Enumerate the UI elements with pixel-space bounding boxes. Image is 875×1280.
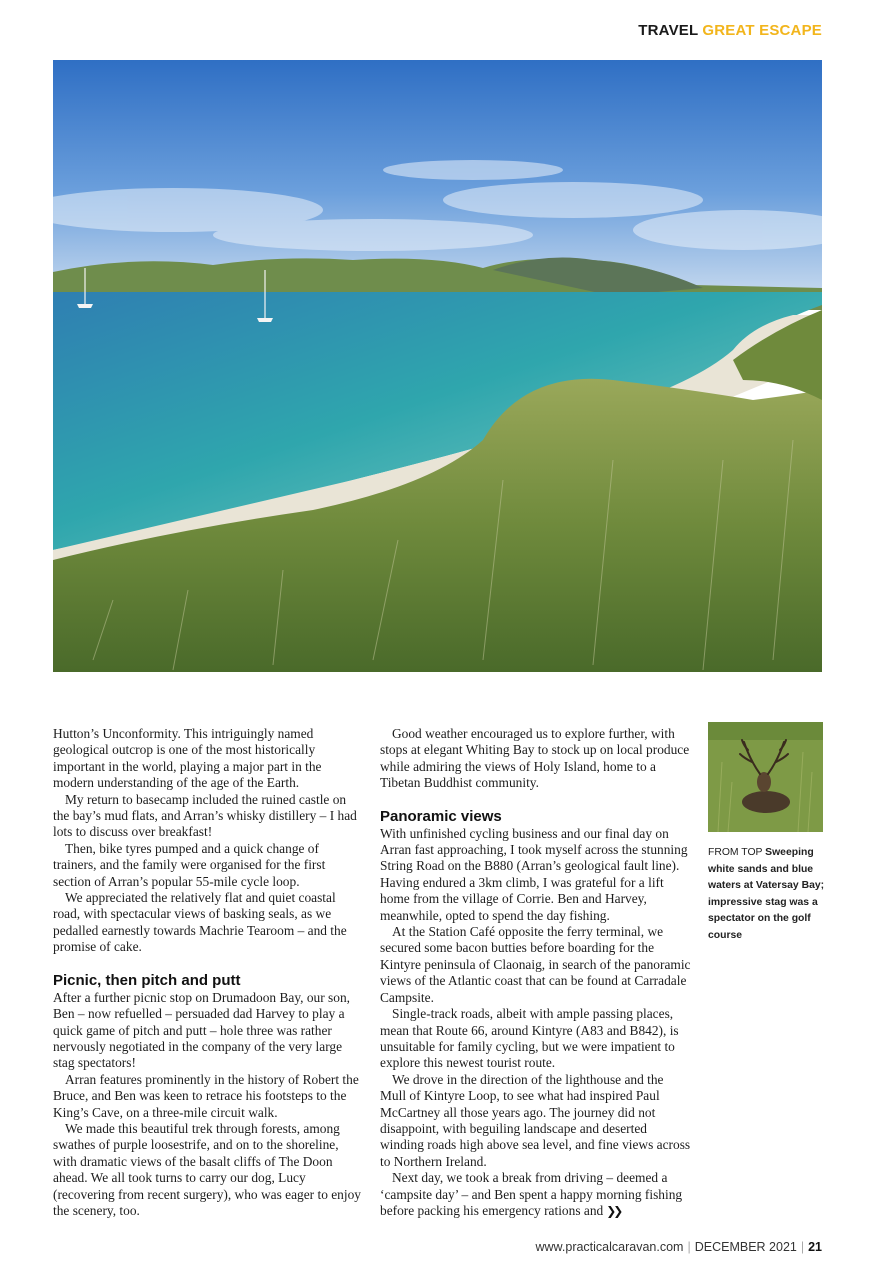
paragraph: We drove in the direction of the lighthouse and the Mull of Kintyre Loop, to see what had inspired Paul McCartney all those years ago. The journey did not disappoint, with beguiling landscape and deserted winding roads high above sea level, and fine views across to Northern Ireland. — [380, 1071, 691, 1169]
footer-issue: DECEMBER 2021 — [694, 1240, 797, 1254]
paragraph: My return to basecamp included the ruined castle on the bay’s mud flats, and Arran’s whisky distillery – I had lots to discuss over breakfast! — [53, 791, 357, 840]
paragraph: Single-track roads, albeit with ample passing places, mean that Route 66, around Kintyre (A83 and B842), is unsuitable for family cycling, but we were impatient to explore this newest tourist route. — [380, 1006, 679, 1071]
paragraph: Arran features prominently in the history of Robert the Bruce, and Ben was keen to retrace his footsteps to the King’s Cave, on a three-mile circuit walk. — [53, 1071, 359, 1120]
text-column-1 — [53, 726, 365, 1219]
continue-arrow-icon: ❯❯ — [606, 1203, 621, 1218]
text-column-2 — [380, 726, 692, 1219]
running-header — [638, 22, 822, 39]
paragraph-last-text: Next day, we took a break from driving – deemed a ‘campsite day’ – and Ben spent a happy morning fishing before packing his emergency rations and — [380, 1170, 683, 1218]
caption-lead: FROM TOP — [708, 847, 763, 858]
section-label: TRAVEL — [638, 22, 699, 39]
section-heading: Panoramic views — [380, 807, 502, 825]
page-number: 21 — [808, 1240, 822, 1254]
footer-url: www.practicalcaravan.com — [535, 1240, 684, 1254]
photo-caption — [708, 845, 828, 945]
hero-photo — [53, 60, 822, 672]
paragraph: We appreciated the relatively flat and quiet coastal road, with spectacular views of basking seals, as we pedalled earnestly towards Machrie Tearoom – and the promise of cake. — [53, 890, 347, 955]
paragraph: We made this beautiful trek through forests, among swathes of purple loosestrife, and on to the shoreline, with dramatic views of the basalt cliffs of The Doon ahead. We all took turns to carry our dog, Lucy (recovering from recent surgery), who was eager to enjoy the scenery, too. — [53, 1120, 361, 1218]
paragraph: Then, bike tyres pumped and a quick change of trainers, and the family were organised for the first section of Arran’s popular 55-mile cycle loop. — [53, 840, 326, 889]
footer-divider: | — [687, 1240, 691, 1254]
page-footer — [536, 1240, 823, 1254]
paragraph: With unfinished cycling business and our final day on Arran fast approaching, I took myself across the stunning String Road on the B880 (Arran’s geological fault line). Having endured a 3km climb, I was grateful for a lift home from the village of Corrie. Ben and Harvey, meanwhile, opted to spend the day fishing. — [380, 825, 688, 923]
paragraph: After a further picnic stop on Drumadoon Bay, our son, Ben – now refuelled – persuaded dad Harvey to play a quick game of pitch and putt – hole three was rather nervously negotiated in the company of the very large stag spectators! — [53, 989, 350, 1071]
paragraph-last — [380, 1170, 692, 1219]
footer-divider: | — [800, 1240, 805, 1254]
subsection-label: GREAT ESCAPE — [702, 22, 822, 39]
section-heading: Picnic, then pitch and putt — [53, 971, 241, 989]
paragraph: Hutton’s Unconformity. This intriguingly named geological outcrop is one of the most historically important in the world, playing a major part in the modern understanding of the age of the Earth. — [53, 726, 322, 791]
paragraph: Good weather encouraged us to explore further, with stops at elegant Whiting Bay to stock up on local produce while admiring the views of Holy Island, home to a Tibetan Buddhist community. — [380, 726, 690, 791]
caption-body: Sweeping white sands and blue waters at Vatersay Bay; impressive stag was a spectator on the golf course — [708, 847, 825, 941]
paragraph: At the Station Café opposite the ferry terminal, we secured some bacon butties before boarding for the Kintyre peninsula of Claonaig, in search of the panoramic views of the Atlantic coast that can be found at Carradale Campsite. — [380, 924, 691, 1005]
stag-photo — [708, 722, 823, 832]
